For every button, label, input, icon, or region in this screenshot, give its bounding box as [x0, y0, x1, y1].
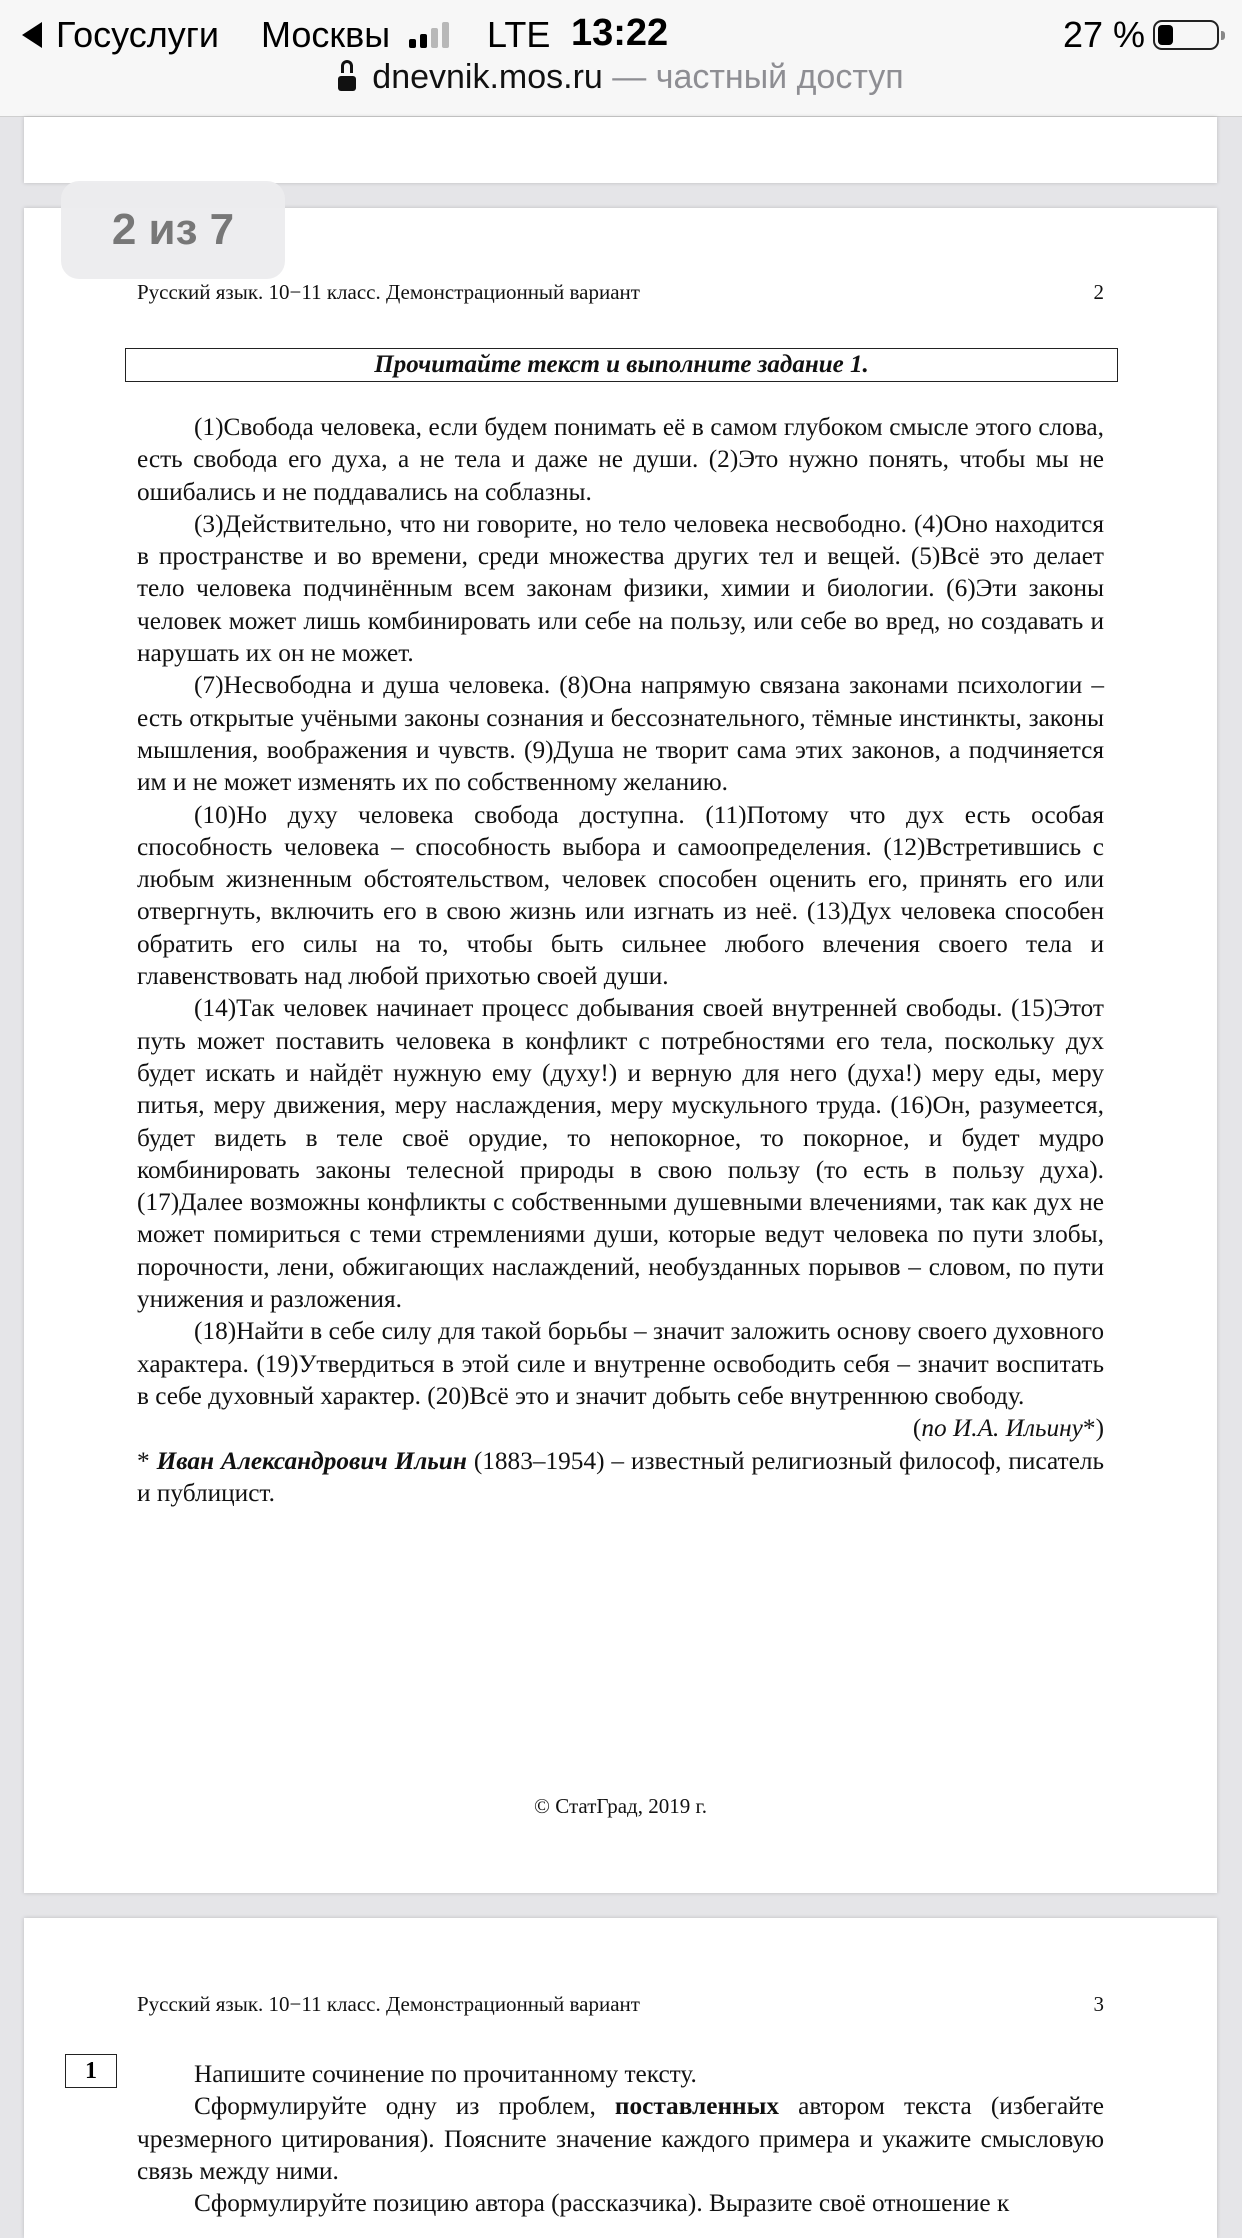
footnote-mark: * [137, 1446, 157, 1475]
paragraph: (7)Несвободна и душа человека. (8)Она напрямую связана законами психологии – есть открытые учёными законы сознания и бессознательного, тёмные инстинкты, законы мышления, воображения и чувств. (9)Душа не творит сама этих законов, а подчиняется им и не может изменять их по собственному желанию. [137, 671, 1104, 797]
task-line-bold: поставленных [614, 2092, 780, 2121]
page-header-title: Русский язык. 10−11 класс. Демонстрационный вариант [137, 1992, 640, 2016]
task-line-part: Сформулируйте одну из проблем, [194, 2092, 615, 2121]
carrier-label: Москвы [261, 14, 391, 55]
task-instruction: Прочитайте текст и выполните задание 1. [374, 351, 869, 378]
pdf-page-2[interactable] [24, 208, 1217, 1893]
page-number: 3 [1093, 1992, 1104, 2016]
battery-icon [1153, 20, 1219, 50]
signal-bar [409, 39, 416, 48]
battery-percent: 27 % [1063, 14, 1146, 55]
network-type: LTE [487, 14, 551, 55]
battery-level [1158, 25, 1173, 45]
page-header [137, 280, 1104, 305]
pdf-page-3[interactable] [24, 1918, 1217, 2238]
lock-icon [338, 69, 356, 91]
page-header-title: Русский язык. 10−11 класс. Демонстрационный вариант [137, 280, 640, 304]
task-line [137, 2090, 1104, 2187]
footnote-name: Иван Александрович Ильин [156, 1446, 467, 1475]
private-access-label: — частный доступ [612, 58, 904, 96]
paragraph: (14)Так человек начинает процесс добывания своей внутренней свободы. (15)Этот путь может поставить человека в конфликт с потребностями его тела, поскольку дух будет искать и найдёт нужную ему (духу!) и верную для него (духа!) меру еды, меру питья, меру движения, меру наслаждения, меру мускульного труда. (16)Он, разумеется, будет видеть в теле своё орудие, то непокорное, то покорное, и будет мудро комбинировать законы телесной природы в свою пользу (то есть в пользу духа). (17)Далее возможны конфликты с собственными душевными влечениями, так как дух не может помириться с теми стремлениями души, которые ведут человека по пути злобы, порочности, лени, обжигающих наслаждений, необузданных порывов – словом, по пути унижения и разложения. [137, 994, 1104, 1314]
status-bar [0, 0, 1242, 117]
paragraph: (10)Но духу человека свобода доступна. (11)Потому что дух есть особая способность человека – способность выбора и самоопределения. (12)Встретившись с любым жизненным обстоятельством, человек способен оценить его, принять его или отвергнуть, включить его в свою жизнь или изгнать из неё. (13)Дух человека способен обратить его силы на то, чтобы быть сильнее любого влечения своего тела и главенствовать над любой прихотью своей души. [137, 800, 1104, 991]
back-to-app-button[interactable] [22, 14, 219, 56]
url-host: dnevnik.mos.ru [372, 58, 603, 96]
page-number: 2 [1093, 280, 1104, 304]
reading-text [137, 411, 1104, 1509]
task-text [137, 2058, 1104, 2219]
back-app-label: Госуслуги [56, 14, 219, 55]
task-line: Напишите сочинение по прочитанному тексту. [194, 2060, 697, 2088]
url-bar[interactable] [0, 58, 1242, 97]
status-row [0, 6, 1242, 58]
task-line-part: автором текста (избегайте чрезмерного цитирования). Поясните значение каждого примера и укажите смысловую связь между ними. [137, 2092, 1104, 2185]
signal-strength-icon [409, 22, 449, 48]
source-attribution [137, 1412, 1104, 1444]
footnote-text: (1883–1954) – известный религиозный философ, писатель и публицист. [137, 1446, 1104, 1507]
paragraph: (1)Свобода человека, если будем понимать её в самом глубоком смысле этого слова, есть свобода его духа, а не тела и даже не души. (2)Это нужно понять, чтобы мы не ошибались и не поддавались на соблазны. [137, 413, 1104, 506]
back-arrow-icon [22, 22, 42, 48]
source-open: ( [912, 1414, 922, 1443]
battery-nub [1221, 31, 1225, 40]
page-header [137, 1992, 1104, 2017]
clock: 13:22 [571, 12, 669, 54]
source-author: по И.А. Ильину [921, 1414, 1083, 1443]
paragraph: (18)Найти в себе силу для такой борьбы – значит заложить основу своего духовного характера. (19)Утвердиться в этой силе и внутренне освободить себя – значит воспитать в себе духовный характер. (20)Всё это и значит добыть себе внутреннюю свободу. [137, 1317, 1104, 1410]
footnote [137, 1445, 1104, 1510]
signal-bar [420, 34, 427, 48]
signal-bar [431, 28, 438, 48]
page-counter-badge: 2 из 7 [61, 181, 285, 279]
task-instruction-box [125, 348, 1118, 382]
task-line: Сформулируйте позицию автора (рассказчика). Выразите своё отношение к [194, 2189, 1010, 2218]
signal-bar [442, 22, 449, 48]
copyright: © СтатГрад, 2019 г. [534, 1794, 707, 1818]
paragraph: (3)Действительно, что ни говорите, но тело человека несвободно. (4)Оно находится в пространстве и во времени, среди множества других тел и вещей. (5)Всё это делает тело человека подчинённым всем законам физики, химии и биологии. (6)Эти законы человек может лишь комбинировать или себе на пользу, или себе во вред, но создавать и нарушать их он не может. [137, 509, 1104, 668]
source-close: *) [1082, 1414, 1104, 1443]
task-number-box: 1 [65, 2054, 117, 2088]
pdf-page-previous[interactable] [24, 117, 1217, 183]
